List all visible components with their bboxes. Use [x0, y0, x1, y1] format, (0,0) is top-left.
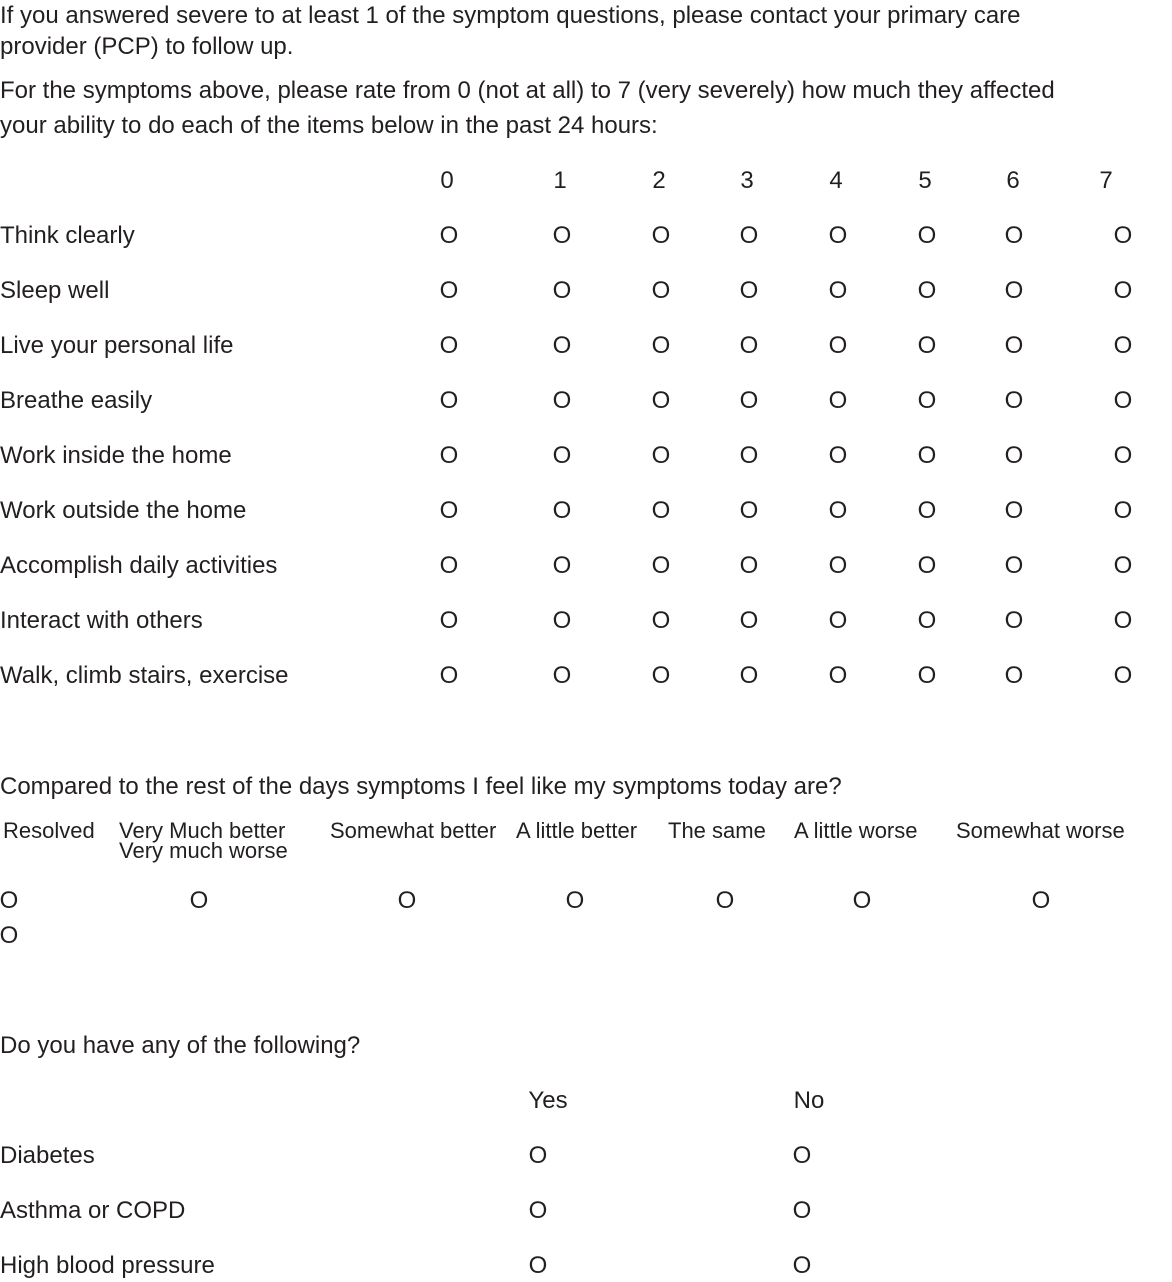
- condition-label-asthma-or-copd: Asthma or COPD: [0, 1197, 186, 1224]
- rating-radio-work-inside-the-home-2[interactable]: O: [651, 442, 671, 469]
- rating-item-label-walk-climb-stairs-exercise: Walk, climb stairs, exercise: [0, 662, 289, 689]
- rating-radio-think-clearly-2[interactable]: O: [651, 222, 671, 249]
- rating-item-label-sleep-well: Sleep well: [0, 277, 110, 304]
- comparison-radio-somewhat-worse[interactable]: O: [1031, 887, 1051, 914]
- rating-radio-work-inside-the-home-1[interactable]: O: [552, 442, 572, 469]
- condition-radio-yes-asthma-or-copd[interactable]: O: [528, 1197, 548, 1224]
- rating-item-label-work-inside-the-home: Work inside the home: [0, 442, 232, 469]
- rating-radio-accomplish-daily-activities-7[interactable]: O: [1113, 552, 1133, 579]
- rating-radio-accomplish-daily-activities-6[interactable]: O: [1004, 552, 1024, 579]
- rating-radio-accomplish-daily-activities-0[interactable]: O: [439, 552, 459, 579]
- rating-radio-breathe-easily-3[interactable]: O: [739, 387, 759, 414]
- rating-radio-walk-climb-stairs-exercise-0[interactable]: O: [439, 662, 459, 689]
- rating-radio-live-your-personal-life-7[interactable]: O: [1113, 332, 1133, 359]
- rating-radio-interact-with-others-5[interactable]: O: [917, 607, 937, 634]
- scale-header-0: 0: [440, 167, 454, 194]
- comparison-radio-somewhat-better[interactable]: O: [397, 887, 417, 914]
- rating-radio-breathe-easily-7[interactable]: O: [1113, 387, 1133, 414]
- intro-line-3: For the symptoms above, please rate from 0 (not at all) to 7 (very severely) how much they affected: [0, 77, 1055, 104]
- rating-radio-walk-climb-stairs-exercise-1[interactable]: O: [552, 662, 572, 689]
- yes-column-header: Yes: [528, 1087, 568, 1114]
- comparison-option-label-a-little-worse: A little worse: [794, 818, 918, 843]
- rating-radio-work-outside-the-home-1[interactable]: O: [552, 497, 572, 524]
- comparison-option-label-very-much-worse: Very much worse: [119, 838, 288, 863]
- rating-radio-sleep-well-5[interactable]: O: [917, 277, 937, 304]
- rating-radio-interact-with-others-4[interactable]: O: [828, 607, 848, 634]
- scale-header-2: 2: [652, 167, 666, 194]
- comparison-radio-very-much-better[interactable]: O: [189, 887, 209, 914]
- rating-radio-accomplish-daily-activities-2[interactable]: O: [651, 552, 671, 579]
- rating-radio-think-clearly-3[interactable]: O: [739, 222, 759, 249]
- rating-radio-work-outside-the-home-2[interactable]: O: [651, 497, 671, 524]
- rating-radio-sleep-well-4[interactable]: O: [828, 277, 848, 304]
- rating-radio-think-clearly-4[interactable]: O: [828, 222, 848, 249]
- rating-radio-interact-with-others-1[interactable]: O: [552, 607, 572, 634]
- rating-radio-breathe-easily-2[interactable]: O: [651, 387, 671, 414]
- condition-label-high-blood-pressure: High blood pressure: [0, 1252, 215, 1279]
- condition-radio-yes-diabetes[interactable]: O: [528, 1142, 548, 1169]
- rating-radio-sleep-well-0[interactable]: O: [439, 277, 459, 304]
- rating-radio-sleep-well-1[interactable]: O: [552, 277, 572, 304]
- rating-radio-work-inside-the-home-7[interactable]: O: [1113, 442, 1133, 469]
- rating-radio-live-your-personal-life-0[interactable]: O: [439, 332, 459, 359]
- rating-radio-walk-climb-stairs-exercise-4[interactable]: O: [828, 662, 848, 689]
- rating-radio-work-outside-the-home-5[interactable]: O: [917, 497, 937, 524]
- rating-radio-live-your-personal-life-1[interactable]: O: [552, 332, 572, 359]
- rating-radio-breathe-easily-1[interactable]: O: [552, 387, 572, 414]
- rating-radio-breathe-easily-4[interactable]: O: [828, 387, 848, 414]
- rating-radio-sleep-well-7[interactable]: O: [1113, 277, 1133, 304]
- rating-radio-work-inside-the-home-5[interactable]: O: [917, 442, 937, 469]
- rating-radio-walk-climb-stairs-exercise-5[interactable]: O: [917, 662, 937, 689]
- comparison-question: Compared to the rest of the days symptoms I feel like my symptoms today are?: [0, 773, 842, 800]
- rating-radio-accomplish-daily-activities-5[interactable]: O: [917, 552, 937, 579]
- rating-radio-work-inside-the-home-4[interactable]: O: [828, 442, 848, 469]
- rating-radio-work-inside-the-home-3[interactable]: O: [739, 442, 759, 469]
- condition-radio-no-asthma-or-copd[interactable]: O: [792, 1197, 812, 1224]
- rating-radio-interact-with-others-6[interactable]: O: [1004, 607, 1024, 634]
- rating-radio-accomplish-daily-activities-3[interactable]: O: [739, 552, 759, 579]
- rating-radio-interact-with-others-0[interactable]: O: [439, 607, 459, 634]
- rating-radio-work-outside-the-home-0[interactable]: O: [439, 497, 459, 524]
- rating-radio-think-clearly-5[interactable]: O: [917, 222, 937, 249]
- rating-radio-work-outside-the-home-6[interactable]: O: [1004, 497, 1024, 524]
- rating-radio-live-your-personal-life-6[interactable]: O: [1004, 332, 1024, 359]
- intro-line-4: your ability to do each of the items below in the past 24 hours:: [0, 112, 658, 139]
- rating-radio-think-clearly-6[interactable]: O: [1004, 222, 1024, 249]
- scale-header-5: 5: [918, 167, 932, 194]
- rating-item-label-live-your-personal-life: Live your personal life: [0, 332, 234, 359]
- rating-radio-live-your-personal-life-5[interactable]: O: [917, 332, 937, 359]
- comparison-option-label-a-little-better: A little better: [516, 818, 638, 843]
- rating-radio-think-clearly-1[interactable]: O: [552, 222, 572, 249]
- no-column-header: No: [793, 1087, 825, 1114]
- scale-header-1: 1: [553, 167, 567, 194]
- rating-item-label-think-clearly: Think clearly: [0, 222, 135, 249]
- comparison-option-label-very-much-better: Very Much better: [119, 818, 286, 843]
- rating-radio-work-outside-the-home-4[interactable]: O: [828, 497, 848, 524]
- comparison-radio-very-much-worse[interactable]: O: [0, 922, 19, 949]
- rating-radio-walk-climb-stairs-exercise-7[interactable]: O: [1113, 662, 1133, 689]
- scale-header-3: 3: [740, 167, 754, 194]
- rating-radio-live-your-personal-life-2[interactable]: O: [651, 332, 671, 359]
- rating-radio-walk-climb-stairs-exercise-2[interactable]: O: [651, 662, 671, 689]
- scale-header-7: 7: [1099, 167, 1113, 194]
- comparison-radio-a-little-better[interactable]: O: [565, 887, 585, 914]
- rating-radio-interact-with-others-3[interactable]: O: [739, 607, 759, 634]
- rating-radio-interact-with-others-2[interactable]: O: [651, 607, 671, 634]
- intro-line-1: If you answered severe to at least 1 of the symptom questions, please contact your primary care: [0, 2, 1021, 29]
- rating-radio-breathe-easily-5[interactable]: O: [917, 387, 937, 414]
- rating-radio-live-your-personal-life-3[interactable]: O: [739, 332, 759, 359]
- rating-radio-think-clearly-0[interactable]: O: [439, 222, 459, 249]
- rating-radio-work-outside-the-home-7[interactable]: O: [1113, 497, 1133, 524]
- rating-radio-sleep-well-6[interactable]: O: [1004, 277, 1024, 304]
- rating-radio-sleep-well-2[interactable]: O: [651, 277, 671, 304]
- comparison-option-label-the-same: The same: [668, 818, 766, 843]
- condition-radio-no-high-blood-pressure[interactable]: O: [792, 1252, 812, 1279]
- comparison-option-label-somewhat-better: Somewhat better: [330, 818, 497, 843]
- rating-radio-walk-climb-stairs-exercise-3[interactable]: O: [739, 662, 759, 689]
- rating-radio-interact-with-others-7[interactable]: O: [1113, 607, 1133, 634]
- scale-header-6: 6: [1006, 167, 1020, 194]
- scale-header-4: 4: [829, 167, 843, 194]
- comparison-radio-the-same[interactable]: O: [715, 887, 735, 914]
- rating-item-label-interact-with-others: Interact with others: [0, 607, 203, 634]
- rating-radio-work-inside-the-home-6[interactable]: O: [1004, 442, 1024, 469]
- rating-radio-work-inside-the-home-0[interactable]: O: [439, 442, 459, 469]
- rating-radio-sleep-well-3[interactable]: O: [739, 277, 759, 304]
- intro-line-2: provider (PCP) to follow up.: [0, 33, 294, 60]
- rating-radio-think-clearly-7[interactable]: O: [1113, 222, 1133, 249]
- condition-radio-yes-high-blood-pressure[interactable]: O: [528, 1252, 548, 1279]
- rating-radio-breathe-easily-6[interactable]: O: [1004, 387, 1024, 414]
- rating-item-label-work-outside-the-home: Work outside the home: [0, 497, 247, 524]
- comparison-radio-a-little-worse[interactable]: O: [852, 887, 872, 914]
- rating-radio-breathe-easily-0[interactable]: O: [439, 387, 459, 414]
- rating-radio-accomplish-daily-activities-1[interactable]: O: [552, 552, 572, 579]
- conditions-question: Do you have any of the following?: [0, 1032, 361, 1059]
- rating-radio-work-outside-the-home-3[interactable]: O: [739, 497, 759, 524]
- rating-radio-accomplish-daily-activities-4[interactable]: O: [828, 552, 848, 579]
- comparison-radio-resolved[interactable]: O: [0, 887, 19, 914]
- rating-radio-walk-climb-stairs-exercise-6[interactable]: O: [1004, 662, 1024, 689]
- condition-label-diabetes: Diabetes: [0, 1142, 95, 1169]
- comparison-option-label-somewhat-worse: Somewhat worse: [956, 818, 1125, 843]
- rating-radio-live-your-personal-life-4[interactable]: O: [828, 332, 848, 359]
- rating-item-label-breathe-easily: Breathe easily: [0, 387, 153, 414]
- comparison-option-label-resolved: Resolved: [3, 818, 95, 843]
- rating-item-label-accomplish-daily-activities: Accomplish daily activities: [0, 552, 278, 579]
- condition-radio-no-diabetes[interactable]: O: [792, 1142, 812, 1169]
